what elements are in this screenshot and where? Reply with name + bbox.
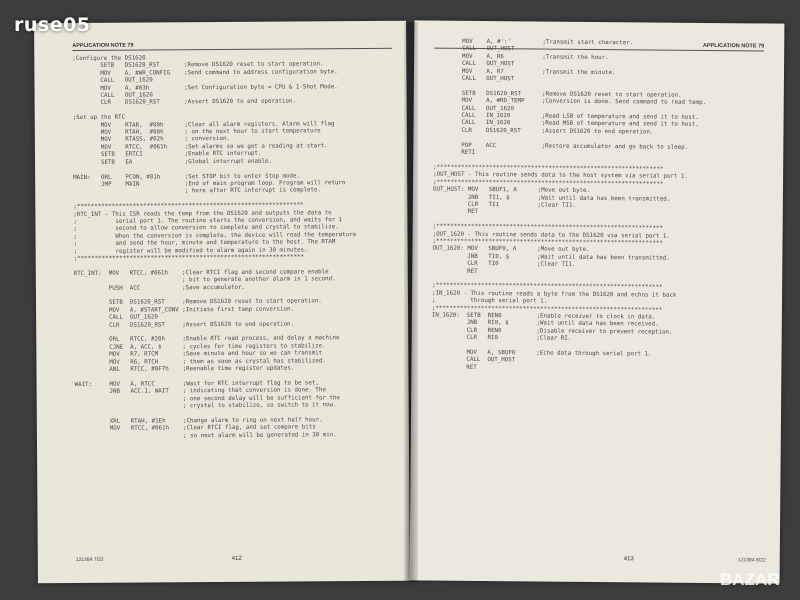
code-line: WAIT: MOV A, RTCC ;Wait for RTC interrupt flag to be set, (74, 380, 319, 388)
code-line: CLR DS1620_RST ;Assert DS1620 to end operation. (74, 321, 295, 329)
code-line: ; so next alarm will be generated in 30 min. (74, 431, 337, 440)
code-line: MOV A, #RD_TEMP ;Conversion is done. Send command to read temp. (433, 97, 706, 107)
code-line: ; here after RTC interrupt is complete. (73, 187, 322, 196)
code-line: MOV R7, RTCM ;Save minute and hour so we can transmit (74, 350, 323, 359)
code-line: ;***************************************************************** (73, 202, 304, 211)
left-page-header: APPLICATION NOTE 79 (72, 41, 392, 51)
code-line: ;RTC_INT - This ISR reads the temp from the DS1620 and outputs the data to (73, 209, 332, 218)
code-line: ;IN_1620 - This routine reads a byte from the DS1620 and echos it back (432, 290, 677, 299)
code-line: JNB TI0, $ ;Wait until data has been transmitted. (432, 253, 670, 262)
left-page (34, 21, 410, 584)
watermark: ruse05 (14, 14, 91, 36)
code-line: ;***************************************************************** (432, 282, 663, 291)
code-line: CLR TI1 ;Clear TI1. (432, 201, 576, 209)
code-line: ORL RTCC, #20h ;Enable RTC read process, and delay a machine (74, 335, 340, 344)
code-line: POP ACC ;Restore accumulator and go back to sleep. (433, 142, 689, 151)
code-line: JNB TI1, $ ;Wait until data has been transmitted. (432, 194, 671, 203)
left-page-number: 412 (231, 555, 242, 562)
code-line: CJNE A, ACC, $ ; cycles for time registers to stabilize. (74, 343, 326, 351)
code-line: ; second to allow conversion to complete and crystal to stabilize. (73, 224, 339, 233)
code-line: MOV RTASS, #02h ; conversion. (72, 136, 230, 144)
bazar-logo-text: BAZAR (720, 570, 780, 589)
code-line: ; bit to generate another alarm in 1 second. (73, 276, 336, 285)
code-line: MOV A, #WR_CONFIG ;Send command to address configuration byte. (72, 68, 338, 77)
code-line: ;OUT_HOST - This routine sends data to the host system via serial port 1. (433, 171, 688, 181)
code-line: MOV A, #':' ;Transmit start character. (434, 38, 634, 47)
code-line: MOV R6, RTCH ; them as soon as crystal has stabilized. (74, 357, 326, 366)
code-line: OUT_1620: MOV SBUF0, A ;Move out byte. (432, 245, 590, 254)
code-line: SETB EA ;Global interrupt enable. (73, 158, 272, 166)
code-line: ;***************************************************************** (73, 254, 305, 263)
right-page (410, 20, 785, 583)
code-line: ;***************************************************************** (433, 179, 664, 188)
code-line: ; through serial port 1. (431, 297, 548, 305)
code-line: CLR RI0 ;Clear RI. (431, 334, 572, 343)
right-page-header: APPLICATION NOTE 79 (434, 41, 764, 52)
code-line: ;***************************************************************** (431, 305, 663, 314)
code-line: CALL OUT_HOST (434, 45, 515, 53)
right-footer-code: 121384 8/22 (737, 557, 766, 564)
code-line: CALL OUT_HOST (431, 357, 516, 364)
code-line: MOV A, #START_CONV ;Initiate first temp conversion. (74, 306, 294, 314)
code-line: SETB DS1620_RST ;Remove DS1620 reset to start operation. (72, 61, 324, 70)
code-line: ; serial port 1. The routine starts the conversion, and waits for 1 (73, 217, 343, 225)
code-line: CLR DS1620_RST ;Assert DS1620 to end operation. (72, 98, 297, 107)
code-line: SETB ERTCI ;Enable RTC interrupt. (72, 151, 262, 159)
code-line: ; crystal to stabilize, so switch to it now. (74, 402, 337, 411)
code-line: CALL IN_1620 ;Read LSB of temperature and send it to host. (433, 112, 699, 121)
code-line: XRL RTAH, #1Eh ;Change alarm to ring on next half hour. (74, 417, 323, 425)
code-line: JMP MAIN ;End of main program loop. Program will return (73, 180, 346, 188)
code-line: MOV A, #03h ;Set Configuration byte = CPU & 1-Shot Mode. (72, 83, 338, 92)
code-line: JNB ACC.1, WAIT ; indicating that conversion is done. The (74, 387, 326, 396)
code-line: CALL OUT_1620 (74, 314, 158, 322)
code-line: MOV RTCC, #061h ;Set alarms so we get a reading at start. (72, 143, 328, 151)
code-line: RET (431, 364, 477, 371)
code-line: MAIN: ORL PCON, #01h ;Set STOP bit to enter Stop mode. (73, 172, 301, 181)
code-line: ; one second delay will be sufficient for the (74, 394, 340, 403)
code-line: CALL OUT_1620 (72, 77, 153, 85)
code-line: MOV A, R7 ;Transmit the minute. (433, 68, 616, 76)
code-line: OUT_HOST: MOV SBUF1, A ;Move out byte. (432, 186, 591, 195)
code-line: MOV A, R6 ;Transmit the hour. (434, 53, 609, 61)
code-line: ; When the conversion is complete, the device will read the temperature (73, 231, 357, 240)
code-line: RTC_INT: MOV RTCC, #061h ;Clear RTCI flag and second compare enable (73, 269, 329, 277)
code-line: JNB RI0, $ ;Wait until data has been received. (431, 319, 659, 328)
code-line: SETB DS1620_RST ;Remove DS1620 reset to start operation. (73, 298, 322, 307)
code-line: CALL IN_1620 ;Read MSB of temperature and send it to host. (433, 120, 699, 129)
right-code-listing (431, 39, 706, 375)
bazar-logo (718, 566, 790, 592)
left-code-listing (72, 54, 357, 441)
right-page-number: 413 (623, 556, 634, 563)
left-footer-code: 121384 7/22 (75, 556, 104, 564)
code-line: CALL OUT_HOST (434, 60, 515, 68)
code-line: IN_1620: SETB REN0 ;Enable receiver to clock in data. (431, 312, 656, 321)
code-line: ;Set up the RTC (72, 114, 126, 122)
code-line: RET (432, 268, 478, 275)
code-line: ;***************************************************************** (432, 238, 663, 247)
code-line: PUSH ACC ;Save accumulator. (73, 284, 245, 292)
code-line: CALL OUT_HOST (433, 75, 515, 83)
code-line: MOV RTAR, #00h ;Clear all alarm registers. Alarm will flag (72, 120, 335, 129)
code-line: SETB DS1620_RST ;Remove DS1620 reset to start operation. (433, 90, 682, 99)
code-line: ; register will be modified to alarm again in 30 minutes. (73, 246, 308, 255)
code-line: MOV RTCC, #061h ;Clear RTCI flag, and set compare bits (74, 424, 316, 433)
code-line: ; and send the hour, minute and temperature to the host. The RTAM (73, 239, 336, 248)
book-gutter (404, 22, 418, 582)
code-line: ;***************************************************************** (432, 223, 664, 232)
code-line: CLR TI0 ;Clear TI1. (432, 260, 576, 268)
code-line: RET (432, 208, 479, 216)
code-line: CALL OUT_1620 (72, 92, 153, 100)
code-line: CALL OUT_1620 (433, 105, 514, 112)
code-line: RETI (433, 149, 476, 157)
code-line: ;***************************************************************** (433, 164, 664, 173)
code-line: ;Configure the DS1620 (72, 55, 146, 63)
code-line: ANL RTCC, #0F7h ;Reenable time register updates. (74, 365, 295, 374)
code-line: CLR DS1620_RST ;Assert DS1620 to end operation. (433, 127, 654, 136)
code-line: MOV A, SBUF0 ;Echo data through serial port 1. (431, 349, 652, 358)
code-line: MOV RTAH, #00h ; on the next hour to start temperature (72, 128, 321, 137)
code-line: ;OUT_1620 - This routine sends data to the DS1620 via serial port 1. (432, 231, 670, 240)
code-line: CLR REN0 ;Disable receiver to prevent reception. (431, 327, 673, 336)
